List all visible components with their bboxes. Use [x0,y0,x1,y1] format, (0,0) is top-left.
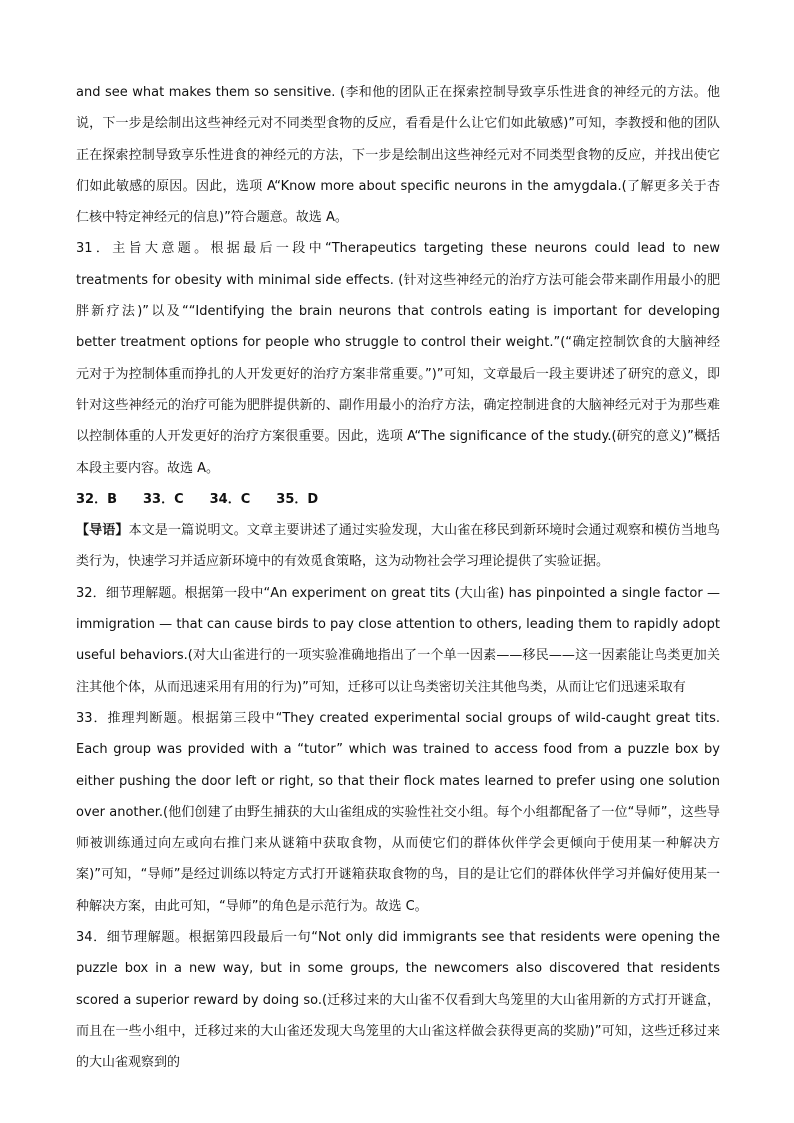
document-page [76,77,720,1079]
paragraph-q30-end: and see what makes them so sensitive. (李和他的团队正在探索控制导致享乐性进食的神经元的方法。他说，下一步是绘制出这些神经元对不同类型食物的反应，看看是什么让它们如此敏感)”可知，李教授和他的团队正在探索控制导致享乐性进食的神经元的方法，下一步是绘制出这些神经元对不同类型食物的反应，并找出使它们如此敏感的原因。因此，选项 A“Know more about specific neurons in the amygdala.(了解更多关于杏仁核中特定神经元的信息)”符合题意。故选 A。 [76,85,720,226]
guide-paragraph [76,515,720,578]
answer-33: 33．C [143,491,184,507]
paragraph-q33: 33．推理判断题。根据第三段中“They created experimental social groups of wild-caught great tits. Each group was provided with a “tutor” which was trained to access food from a puzzle box by either pushing the door left or right, so that their flock mates learned to prefer using one solution over another.(他们创建了由野生捕获的大山雀组成的实验性社交小组。每个小组都配备了一位“导师”，这些导师被训练通过向左或向右推门来从谜箱中获取食物，从而使它们的群体伙伴学会更倾向于使用某一种解决方案)”可知，“导师”是经过训练以特定方式打开谜箱获取食物的鸟，目的是让它们的群体伙伴学习并偏好使用某一种解决方案，由此可知，“导师”的角色是示范行为。故选 C。 [76,710,720,914]
paragraph-q31: 31．主旨大意题。根据最后一段中“Therapeutics targeting these neurons could lead to new treatments for obesity with minimal side effects. (针对这些神经元的治疗方法可能会带来副作用最小的肥胖新疗法)”以及““Identifying the brain neurons that controls eating is important for developing better treatment options for people who struggle to control their weight.”(“确定控制饮食的大脑神经元对于为控制体重而挣扎的人开发更好的治疗方案非常重要。”)”可知，文章最后一段主要讲述了研究的意义，即针对这些神经元的治疗可能为肥胖提供新的、副作用最小的治疗方法，确定控制进食的大脑神经元对于为那些难以控制体重的人开发更好的治疗方案很重要。因此，选项 A“The significance of the study.(研究的意义)”概括本段主要内容。故选 A。 [76,241,720,476]
answer-35: 35．D [276,491,319,507]
guide-body: 本文是一篇说明文。文章主要讲述了通过实验发现，大山雀在移民到新环境时会通过观察和模仿当地鸟类行为，快速学习并适应新环境中的有效觅食策略，这为动物社会学习理论提供了实验证据。 [76,523,720,570]
answer-key [76,484,720,515]
answer-32: 32．B [76,491,117,507]
paragraph-q32: 32．细节理解题。根据第一段中“An experiment on great tits (大山雀) has pinpointed a single factor — immigration — that can cause birds to pay close attention to others, leading them to rapidly adopt useful behaviors.(对大山雀进行的一项实验准确地指出了一个单一因素——移民——这一因素能让鸟类更加关注其他个体，从而迅速采用有用的行为)”可知，迁移可以让鸟类密切关注其他鸟类，从而让它们迅速采取有 [76,585,720,695]
guide-heading: 【导语】 [76,523,129,539]
answer-34: 34．C [209,491,251,507]
paragraph-q34: 34．细节理解题。根据第四段最后一句“Not only did immigrants see that residents were opening the puzzle box in a new way, but in some groups, the newcomers also discovered that residents scored a superior reward by doing so.(迁移过来的大山雀不仅看到大鸟笼里的大山雀用新的方式打开谜盒，而且在一些小组中，迁移过来的大山雀还发现大鸟笼里的大山雀这样做会获得更高的奖励)”可知，这些迁移过来的大山雀观察到的 [76,930,720,1071]
